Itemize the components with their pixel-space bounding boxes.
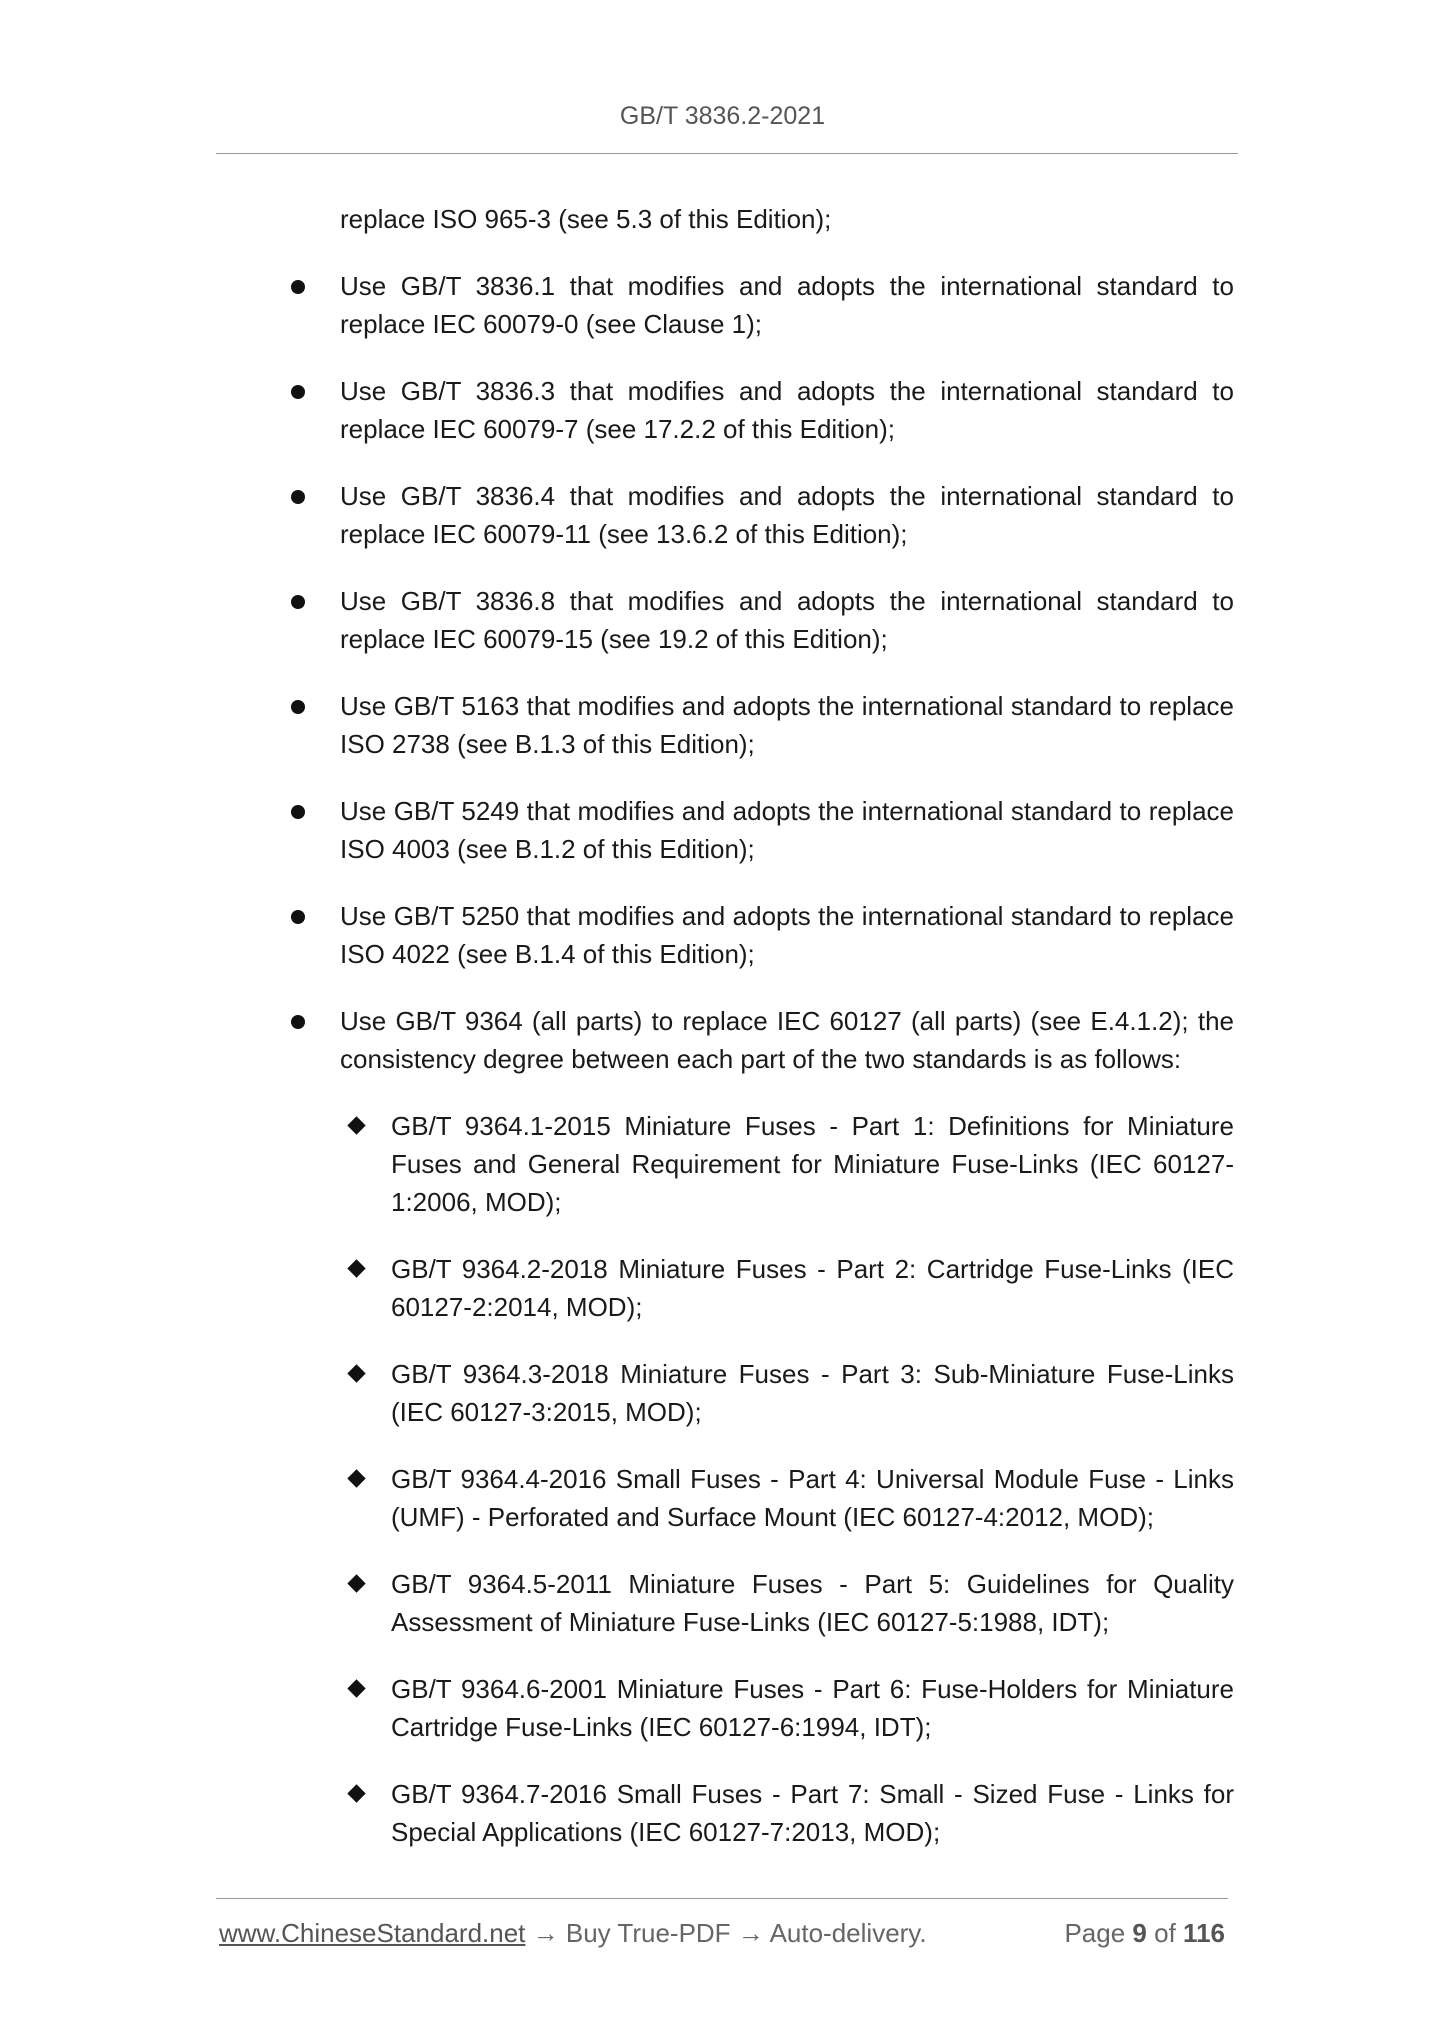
- page-footer: [219, 1918, 1227, 1958]
- bullet-dot-icon: [291, 910, 305, 924]
- diamond-bullet-icon: [347, 1679, 365, 1697]
- sub-list-item-text: GB/T 9364.6-2001 Miniature Fuses - Part 6: Fuse-Holders for Miniature Cartridge Fuse-Links (IEC 60127-6:1994, IDT);: [391, 1674, 1234, 1742]
- bullet-dot-icon: [291, 490, 305, 504]
- diamond-bullet-icon: [347, 1259, 365, 1277]
- bullet-dot-icon: [291, 280, 305, 294]
- sub-list-item-text: GB/T 9364.4-2016 Small Fuses - Part 4: Universal Module Fuse - Links (UMF) - Perforated and Surface Mount (IEC 60127-4:2012, MOD);: [391, 1464, 1234, 1532]
- diamond-bullet-icon: [347, 1574, 365, 1592]
- page-label: Page: [1064, 1918, 1126, 1948]
- list-item: [286, 582, 1234, 658]
- footer-tagline: → Buy True-PDF → Auto-delivery.: [525, 1918, 927, 1948]
- sub-list-item-text: GB/T 9364.3-2018 Miniature Fuses - Part 3: Sub-Miniature Fuse-Links (IEC 60127-3:2015, MOD);: [391, 1359, 1234, 1427]
- list-item: [286, 792, 1234, 868]
- bullet-dot-icon: [291, 805, 305, 819]
- sub-list-item: [391, 1670, 1234, 1746]
- list-item: [286, 1002, 1234, 1078]
- list-item-text: Use GB/T 3836.3 that modifies and adopts the international standard to replace IEC 60079-7 (see 17.2.2 of this Edition);: [340, 376, 1234, 444]
- list-item-text: Use GB/T 3836.8 that modifies and adopts the international standard to replace IEC 60079-15 (see 19.2 of this Edition);: [340, 586, 1234, 654]
- sub-list-item-text: GB/T 9364.5-2011 Miniature Fuses - Part 5: Guidelines for Quality Assessment of Miniature Fuse-Links (IEC 60127-5:1988, IDT);: [391, 1569, 1234, 1637]
- list-item: [286, 372, 1234, 448]
- document-body: [286, 200, 1234, 1880]
- sub-list-item-text: GB/T 9364.2-2018 Miniature Fuses - Part 2: Cartridge Fuse-Links (IEC 60127-2:2014, MOD);: [391, 1254, 1234, 1322]
- sub-list-item: [391, 1355, 1234, 1431]
- footer-divider: [216, 1898, 1228, 1899]
- sub-list-item-text: GB/T 9364.7-2016 Small Fuses - Part 7: Small - Sized Fuse - Links for Special Applications (IEC 60127-7:2013, MOD);: [391, 1779, 1234, 1847]
- sub-list-item-text: GB/T 9364.1-2015 Miniature Fuses - Part 1: Definitions for Miniature Fuses and General Requirement for Miniature Fuse-Links (IEC 60127-1:2006, MOD);: [391, 1111, 1234, 1217]
- total-pages-number: 116: [1183, 1918, 1225, 1948]
- list-item-text: Use GB/T 9364 (all parts) to replace IEC 60127 (all parts) (see E.4.1.2); the consistency degree between each part of the two standards is as follows:: [340, 1006, 1234, 1074]
- header-divider: [216, 153, 1238, 154]
- continuation-text: replace ISO 965-3 (see 5.3 of this Edition);: [340, 204, 832, 234]
- diamond-bullet-icon: [347, 1469, 365, 1487]
- sub-list-item: [391, 1460, 1234, 1536]
- list-item-text: Use GB/T 5250 that modifies and adopts the international standard to replace ISO 4022 (see B.1.4 of this Edition);: [340, 901, 1234, 969]
- sub-list-item: [391, 1250, 1234, 1326]
- bullet-dot-icon: [291, 700, 305, 714]
- of-label: of: [1154, 1918, 1176, 1948]
- diamond-bullet-icon: [347, 1784, 365, 1802]
- current-page-number: 9: [1132, 1918, 1147, 1948]
- website-link[interactable]: www.ChineseStandard.net: [219, 1918, 526, 1948]
- bullet-dot-icon: [291, 1015, 305, 1029]
- list-item-text: Use GB/T 5249 that modifies and adopts the international standard to replace ISO 4003 (see B.1.2 of this Edition);: [340, 796, 1234, 864]
- sub-list-item: [391, 1775, 1234, 1851]
- list-item: [286, 687, 1234, 763]
- diamond-bullet-icon: [347, 1364, 365, 1382]
- list-item: [286, 897, 1234, 973]
- list-item-text: Use GB/T 3836.1 that modifies and adopts the international standard to replace IEC 60079-0 (see Clause 1);: [340, 271, 1234, 339]
- list-item-text: Use GB/T 5163 that modifies and adopts the international standard to replace ISO 2738 (see B.1.3 of this Edition);: [340, 691, 1234, 759]
- page-header-title: GB/T 3836.2-2021: [619, 102, 826, 130]
- page-indicator: [1064, 1918, 1225, 1949]
- bullet-dot-icon: [291, 385, 305, 399]
- list-item: [286, 477, 1234, 553]
- diamond-bullet-icon: [347, 1116, 365, 1134]
- list-item: [286, 267, 1234, 343]
- sub-list-item: [391, 1107, 1234, 1221]
- sub-list-item: [391, 1565, 1234, 1641]
- bullet-dot-icon: [291, 595, 305, 609]
- list-item-text: Use GB/T 3836.4 that modifies and adopts the international standard to replace IEC 60079-11 (see 13.6.2 of this Edition);: [340, 481, 1234, 549]
